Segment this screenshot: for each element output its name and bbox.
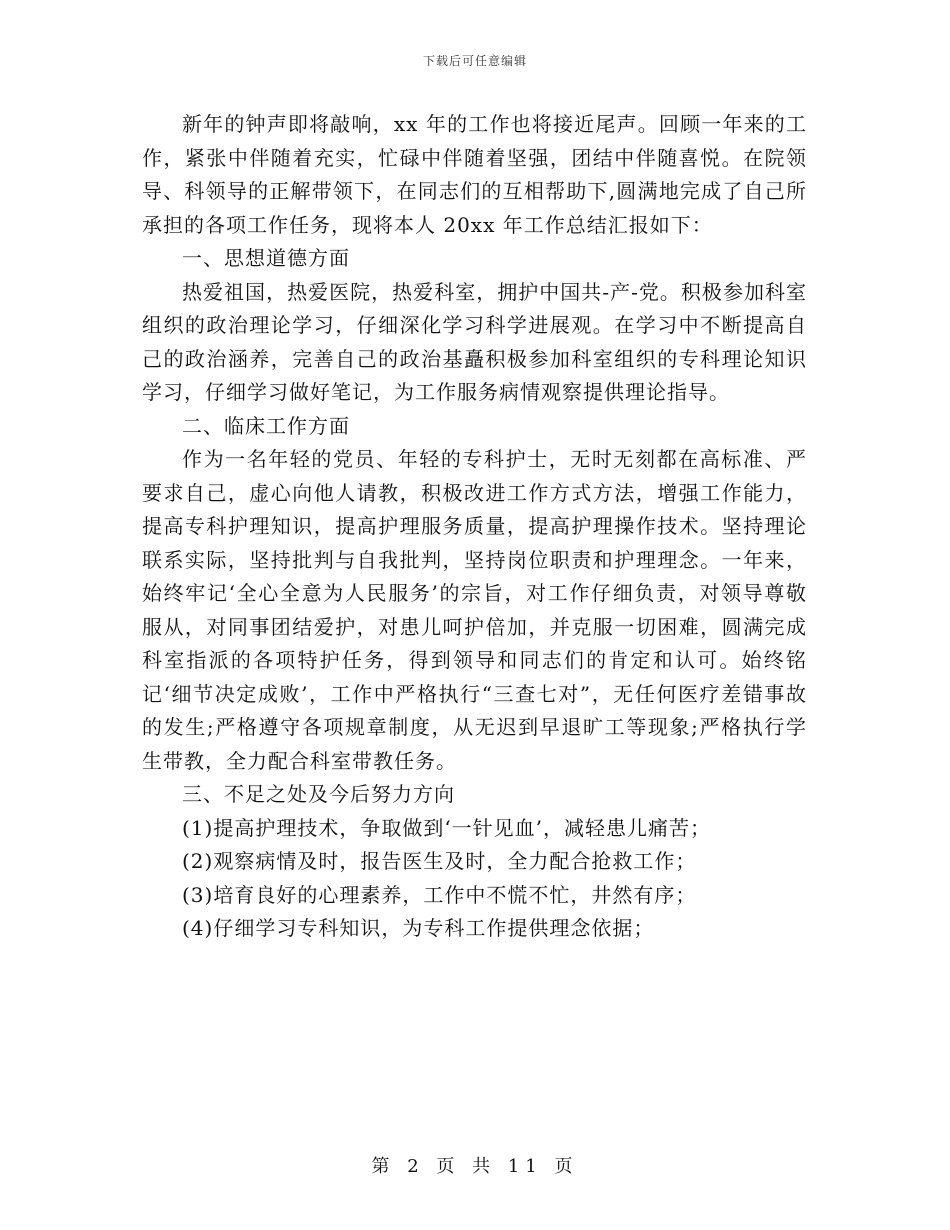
page-header: 下载后可任意编辑: [422, 54, 527, 68]
paragraph-clinical: 作为一名年轻的党员、年轻的专科护士，无时无刻都在高标准、严要求自己，虚心向他人请教，积极改进工作方式方法，增强工作能力，提高专科护理知识，提高护理服务质量，提高护理操作技术。坚持理论联系实际，坚持批判与自我批判，坚持岗位职责和护理理念。一年来，始终牢记‘全心全意为人民服务’的宗旨，对工作仔细负责，对领导尊敬服从，对同事团结爱护，对患儿呵护倍加，并克服一切困难，圆满完成科室指派的各项特护任务，得到领导和同志们的肯定和认可。始终铭记‘细节决定成败’，工作中严格执行“三查七对”，无任何医疗差错事故的发生;严格遵守各项规章制度，从无迟到早退旷工等现象;严格执行学生带教，全力配合科室带教任务。: [142, 447, 807, 773]
list-item-2: (2)观察病情及时，报告医生及时，全力配合抢救工作；: [182, 849, 697, 873]
section-heading-ideology: 一、思想道德方面: [182, 246, 350, 270]
list-item-4: (4)仔细学习专科知识，为专科工作提供理念依据；: [182, 916, 655, 940]
paragraph-intro: 新年的钟声即将敲响，xx 年的工作也将接近尾声。回顾一年来的工作，紧张中伴随着充实，忙碌中伴随着坚强，团结中伴随喜悦。在院领导、科领导的正解带领下，在同志们的互相帮助下,圆满地完成了自己所承担的各项工作任务，现将本人 20xx 年工作总结汇报如下：: [142, 112, 807, 237]
section-heading-clinical: 二、临床工作方面: [182, 413, 350, 438]
section-heading-shortcomings: 三、不足之处及今后努力方向: [182, 782, 455, 806]
paragraph-ideology: 热爱祖国，热爱医院，热爱科室，拥护中国共-产-党。积极参加科室组织的政治理论学习，仔细深化学习科学进展观。在学习中不断提高自己的政治涵养，完善自己的政治基矗积极参加科室组织的专科理论知识学习，仔细学习做好笔记，为工作服务病情观察提供理论指导。: [142, 279, 807, 404]
page-number: 第 2 页 共 11 页: [371, 1156, 579, 1177]
list-item-3: (3)培育良好的心理素养，工作中不慌不忙，井然有序；: [182, 882, 697, 907]
document-body: [142, 108, 807, 946]
list-item-1: (1)提高护理技术，争取做到‘一针见血’，减轻患儿痛苦；: [182, 815, 712, 840]
